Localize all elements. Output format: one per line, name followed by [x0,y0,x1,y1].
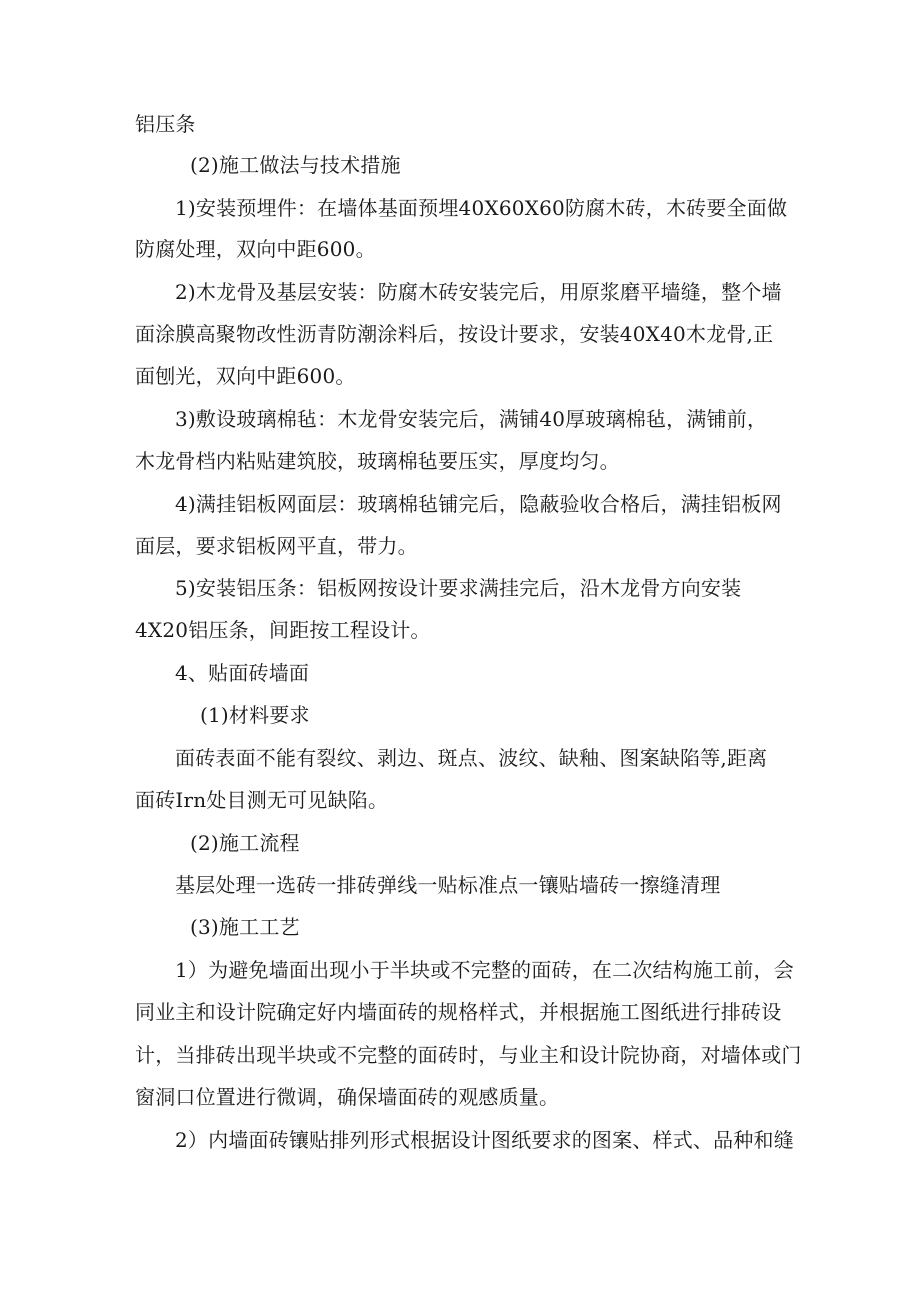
text-line: 面砖表面不能有裂纹、剥边、斑点、波纹、缺釉、图案缺陷等,距离 [175,746,768,770]
text-line: 窗洞口位置进行微调，确保墙面砖的观感质量。 [135,1085,560,1109]
text-line: 4)满挂铝板网面层：玻璃棉毡铺完后，隐蔽验收合格后，满挂铝板网 [175,492,782,516]
text-line: 面刨光，双向中距600。 [135,364,356,388]
section-heading: (1)材料要求 [200,703,310,727]
text-line: 基层处理一选砖一排砖弹线一贴标准点一镶贴墙砖一擦缝清理 [175,873,721,897]
text-line: 5)安装铝压条：铝板网按设计要求满挂完后，沿木龙骨方向安装 [175,576,742,600]
text-line: 面涂膜高聚物改性沥青防潮涂料后，按设计要求，安装40X40木龙骨,正 [135,322,774,346]
section-heading: (2)施工做法与技术措施 [190,153,401,177]
text-line: 3)敷设玻璃棉毡：木龙骨安装完后，满铺40厚玻璃棉毡，满铺前， [175,407,768,431]
section-heading: (2)施工流程 [190,831,300,855]
text-line: 木龙骨档内粘贴建筑胶，玻璃棉毡要压实，厚度均匀。 [135,449,620,473]
text-line: 同业主和设计院确定好内墙面砖的规格样式，并根据施工图纸进行排砖设 [135,1000,782,1024]
text-line: 铝压条 [135,112,196,136]
text-line: 计，当排砖出现半块或不完整的面砖时，与业主和设计院协商，对墙体或门 [135,1043,802,1067]
text-line: 2）内墙面砖镶贴排列形式根据设计图纸要求的图案、样式、品种和缝 [175,1128,794,1152]
text-line: 1）为避免墙面出现小于半块或不完整的面砖，在二次结构施工前，会 [175,958,794,982]
text-line: 面砖Irn处目测无可见缺陷。 [135,788,389,812]
text-line: 面层，要求铝板网平直，带力。 [135,534,418,558]
text-line: 防腐处理，双向中距600。 [135,237,376,261]
section-heading: (3)施工工艺 [190,915,300,939]
section-heading: 4、贴面砖墙面 [175,661,310,685]
text-line: 1)安装预埋件：在墙体基面预埋40X60X60防腐木砖，木砖要全面做 [175,196,788,220]
text-line: 2)木龙骨及基层安装：防腐木砖安装完后，用原浆磨平墙缝，整个墙 [175,280,782,304]
text-line: 4X20铝压条，间距按工程设计。 [135,618,431,642]
